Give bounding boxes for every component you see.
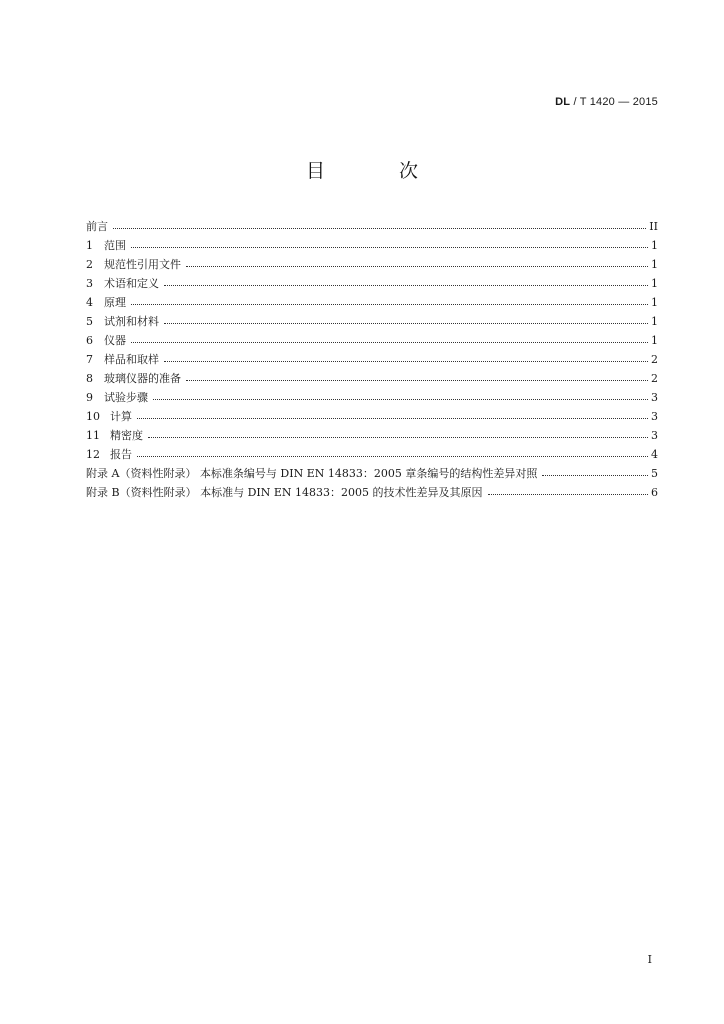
toc-entry-number: 3 [86, 277, 93, 290]
toc-leader-dots [186, 380, 648, 381]
toc-leader-dots [164, 323, 648, 324]
toc-entry[interactable] [86, 217, 658, 236]
toc-entry-number: 12 [86, 448, 100, 461]
toc-entry-label: 计算 [110, 410, 132, 423]
standard-prefix: DL [555, 96, 571, 108]
toc-leader-dots [113, 228, 646, 229]
toc-entry-page: 2 [651, 353, 658, 366]
toc-entry[interactable] [86, 274, 658, 293]
toc-leader-dots [131, 342, 648, 343]
toc-entry-label: 精密度 [110, 429, 143, 442]
toc-leader-dots [488, 494, 649, 495]
toc-entry[interactable] [86, 388, 658, 407]
toc-entry-page: II [649, 220, 658, 233]
toc-entry-number: 11 [86, 429, 100, 442]
toc-entry-page: 4 [651, 448, 658, 461]
toc-leader-dots [186, 266, 648, 267]
page-number: I [647, 953, 652, 966]
toc-entry-number: 1 [86, 239, 93, 252]
table-of-contents [86, 217, 658, 502]
toc-entry-page: 3 [651, 429, 658, 442]
toc-entry-number: 7 [86, 353, 93, 366]
toc-leader-dots [148, 437, 648, 438]
toc-entry[interactable] [86, 331, 658, 350]
toc-entry-number: 2 [86, 258, 93, 271]
standard-code [555, 96, 658, 108]
toc-entry-number: 9 [86, 391, 93, 404]
toc-entry[interactable] [86, 445, 658, 464]
toc-entry-label: 样品和取样 [104, 353, 159, 366]
toc-entry-page: 1 [651, 239, 658, 252]
toc-entry-label: 范围 [104, 239, 126, 252]
toc-entry-label: 附录 A（资料性附录） 本标准条编号与 DIN EN 14833：2005 章条编号的结构性差异对照 [86, 467, 538, 480]
toc-leader-dots [164, 361, 648, 362]
toc-entry[interactable] [86, 350, 658, 369]
toc-entry-page: 1 [651, 334, 658, 347]
toc-entry-page: 1 [651, 296, 658, 309]
toc-entry-page: 6 [651, 486, 658, 499]
toc-entry-label: 原理 [104, 296, 126, 309]
toc-entry-label: 玻璃仪器的准备 [104, 372, 181, 385]
toc-entry[interactable] [86, 293, 658, 312]
toc-entry[interactable] [86, 464, 658, 483]
toc-leader-dots [164, 285, 648, 286]
toc-entry-number: 5 [86, 315, 93, 328]
toc-entry-label: 规范性引用文件 [104, 258, 181, 271]
toc-entry-label: 仪器 [104, 334, 126, 347]
toc-entry-page: 1 [651, 258, 658, 271]
toc-entry-page: 2 [651, 372, 658, 385]
toc-entry[interactable] [86, 407, 658, 426]
standard-number: / T 1420 — 2015 [570, 96, 658, 108]
toc-entry-number: 10 [86, 410, 100, 423]
toc-entry[interactable] [86, 426, 658, 445]
toc-title: 目 次 [305, 160, 453, 182]
toc-entry-label: 前言 [86, 220, 108, 233]
toc-entry-page: 3 [651, 391, 658, 404]
toc-entry[interactable] [86, 312, 658, 331]
toc-entry[interactable] [86, 369, 658, 388]
toc-leader-dots [137, 418, 648, 419]
toc-leader-dots [131, 247, 648, 248]
toc-entry-number: 6 [86, 334, 93, 347]
toc-leader-dots [542, 475, 648, 476]
toc-entry-label: 报告 [110, 448, 132, 461]
toc-entry-page: 1 [651, 315, 658, 328]
toc-entry[interactable] [86, 236, 658, 255]
toc-leader-dots [137, 456, 648, 457]
toc-entry-label: 试验步骤 [104, 391, 148, 404]
toc-entry-number: 8 [86, 372, 93, 385]
toc-entry[interactable] [86, 255, 658, 274]
toc-entry-label: 附录 B（资料性附录） 本标准与 DIN EN 14833：2005 的技术性差异及其原因 [86, 486, 483, 499]
toc-entry-page: 3 [651, 410, 658, 423]
toc-entry-label: 术语和定义 [104, 277, 159, 290]
toc-leader-dots [131, 304, 648, 305]
toc-entry-number: 4 [86, 296, 93, 309]
toc-leader-dots [153, 399, 648, 400]
toc-entry-label: 试剂和材料 [104, 315, 159, 328]
toc-entry[interactable] [86, 483, 658, 502]
toc-entry-page: 1 [651, 277, 658, 290]
toc-entry-page: 5 [651, 467, 658, 480]
